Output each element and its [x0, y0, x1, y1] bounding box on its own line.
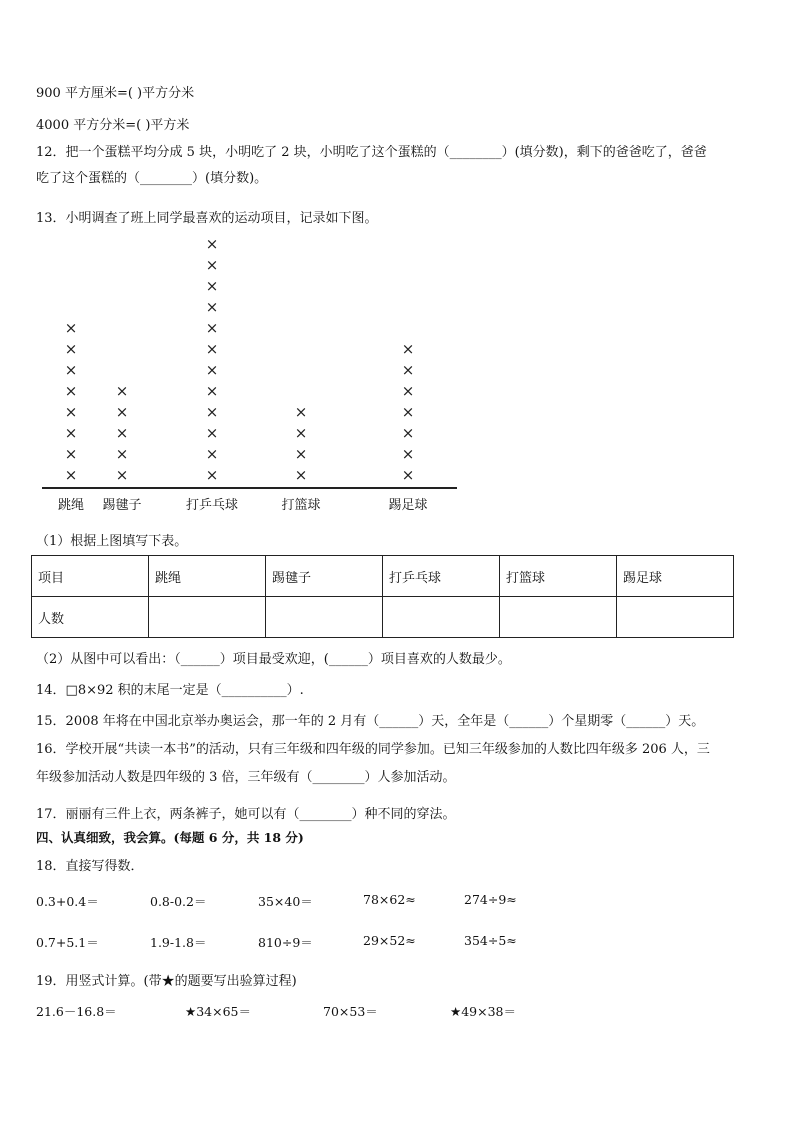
question-16-line1: 16．学校开展“共读一本书”的活动，只有三年级和四年级的同学参加。已知三年级参加的人数比四年级多 206 人，三 [36, 742, 710, 757]
question-17: 17．丽丽有三件上衣，两条裤子，她可以有（________）种不同的穿法。 [36, 807, 456, 822]
table-cell: 打篮球 [500, 556, 617, 597]
question-19-stem: 19．用竖式计算。(带★的题要写出验算过程) [36, 974, 297, 989]
calc-item: 354÷5≈ [464, 933, 517, 948]
calc-item: 35×40＝ [258, 894, 313, 909]
dot-mark: × [64, 340, 78, 358]
dot-mark: × [205, 319, 219, 337]
dot-mark: × [64, 361, 78, 379]
dot-mark: × [64, 403, 78, 421]
fill-table [31, 555, 734, 638]
dot-mark: × [205, 298, 219, 316]
category-label: 跳绳 [57, 498, 85, 513]
dot-mark: × [64, 319, 78, 337]
dot-mark: × [205, 466, 219, 484]
dot-mark: × [294, 403, 308, 421]
dot-mark: × [205, 277, 219, 295]
question-14: 14．□8×92 积的末尾一定是（__________）. [36, 683, 304, 698]
dot-mark: × [115, 424, 129, 442]
dot-mark: × [294, 466, 308, 484]
dot-mark: × [64, 382, 78, 400]
category-label: 打乒乓球 [185, 498, 239, 513]
section-4-heading: 四、认真细致，我会算。(每题 6 分，共 18 分) [36, 830, 304, 845]
dot-mark: × [205, 235, 219, 253]
question-12-line2: 吃了这个蛋糕的（________）(填分数)。 [36, 171, 268, 186]
table-cell-answer[interactable] [149, 597, 266, 638]
table-row-counts [32, 597, 734, 638]
dot-mark: × [205, 361, 219, 379]
vertical-calc-item: ★49×38＝ [450, 1004, 516, 1019]
dot-mark: × [205, 445, 219, 463]
question-18-stem: 18．直接写得数． [36, 859, 144, 874]
table-cell: 人数 [32, 597, 149, 638]
question-12 [36, 140, 756, 192]
dot-mark: × [115, 403, 129, 421]
dot-plot-chart [0, 230, 480, 520]
table-cell: 项目 [32, 556, 149, 597]
calc-item: 78×62≈ [363, 892, 416, 907]
calc-item: 1.9-1.8＝ [150, 935, 207, 950]
conversion-2: 4000 平方分米=( )平方米 [36, 118, 190, 133]
dot-mark: × [115, 466, 129, 484]
table-cell: 踢足球 [617, 556, 734, 597]
dot-mark: × [205, 424, 219, 442]
dot-mark: × [401, 382, 415, 400]
category-label: 打篮球 [281, 498, 321, 513]
table-cell: 跳绳 [149, 556, 266, 597]
table-cell: 踢毽子 [266, 556, 383, 597]
table-cell-answer[interactable] [266, 597, 383, 638]
table-row-items [32, 556, 734, 597]
question-16 [36, 736, 756, 792]
question-16-line2: 年级参加活动人数是四年级的 3 倍，三年级有（________）人参加活动。 [36, 770, 456, 785]
table-cell: 打乒乓球 [383, 556, 500, 597]
calc-item: 0.8-0.2＝ [150, 894, 207, 909]
dot-mark: × [205, 340, 219, 358]
dot-mark: × [115, 445, 129, 463]
table-cell-answer[interactable] [617, 597, 734, 638]
category-label: 踢毽子 [102, 498, 142, 513]
calc-item: 29×52≈ [363, 933, 416, 948]
table-cell-answer[interactable] [500, 597, 617, 638]
calc-item: 274÷9≈ [464, 892, 517, 907]
category-label: 踢足球 [388, 498, 428, 513]
dot-mark: × [205, 403, 219, 421]
dot-mark: × [401, 445, 415, 463]
dot-mark: × [401, 361, 415, 379]
dot-mark: × [205, 382, 219, 400]
vertical-calc-item: ★34×65＝ [185, 1004, 251, 1019]
dot-mark: × [294, 445, 308, 463]
conversion-1: 900 平方厘米=( )平方分米 [36, 86, 195, 101]
vertical-calc-item: 21.6－16.8＝ [36, 1004, 117, 1019]
calc-item: 0.3+0.4＝ [36, 894, 99, 909]
dot-mark: × [205, 256, 219, 274]
dot-mark: × [64, 466, 78, 484]
dot-mark: × [401, 403, 415, 421]
dot-mark: × [64, 445, 78, 463]
dot-mark: × [401, 424, 415, 442]
question-12-line1: 12．把一个蛋糕平均分成 5 块，小明吃了 2 块，小明吃了这个蛋糕的（________）(填分数)，剩下的爸爸吃了，爸爸 [36, 145, 707, 160]
question-13-sub1: （1）根据上图填写下表。 [36, 534, 188, 549]
dot-mark: × [294, 424, 308, 442]
question-13-stem: 13．小明调查了班上同学最喜欢的运动项目，记录如下图。 [36, 211, 378, 226]
dot-mark: × [401, 466, 415, 484]
dot-mark: × [64, 424, 78, 442]
calc-item: 0.7+5.1＝ [36, 935, 99, 950]
dot-mark: × [401, 340, 415, 358]
question-13-sub2: （2）从图中可以看出：（______）项目最受欢迎，(______）项目喜欢的人数最少。 [36, 652, 511, 667]
table-cell-answer[interactable] [383, 597, 500, 638]
calc-item: 810÷9＝ [258, 935, 313, 950]
vertical-calc-item: 70×53＝ [323, 1004, 378, 1019]
question-15: 15．2008 年将在中国北京举办奥运会，那一年的 2 月有（______）天，全年是（______）个星期零（______）天。 [36, 714, 705, 729]
dot-mark: × [115, 382, 129, 400]
